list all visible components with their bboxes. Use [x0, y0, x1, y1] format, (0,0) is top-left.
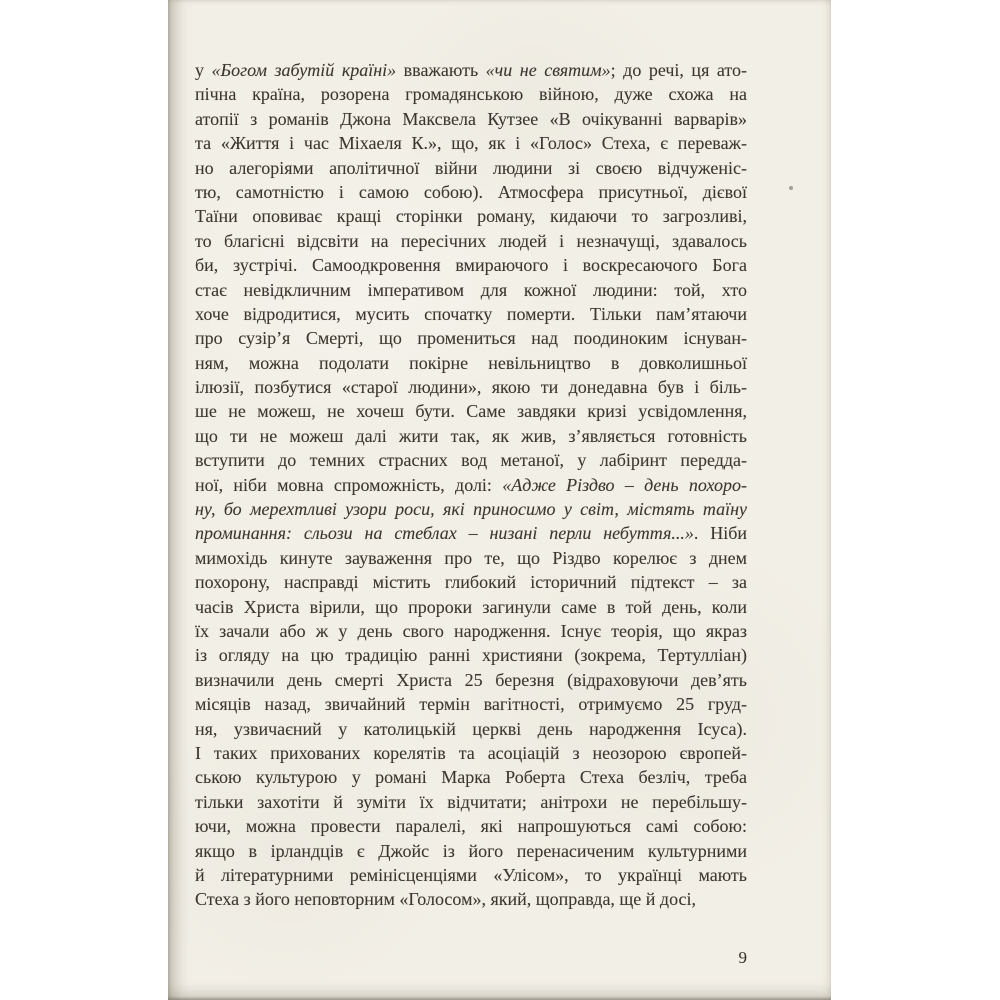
text-line	[195, 765, 747, 789]
text-segment: тю, самотністю і самою собою). Атмосфера присутньої, дієвої	[195, 181, 747, 202]
text-segment: вступити до темних страсних вод метаної, у лабіринт передда-	[195, 450, 747, 471]
text-segment: мимохідь кинуте зауваження про те, що Різдво корелює з днем	[195, 547, 747, 568]
text-segment: пічна країна, розорена громадянською війною, дуже схожа на	[195, 84, 747, 105]
text-segment: та «Життя і час Міхаеля К.», що, як і «Голос» Стеха, є переваж-	[195, 133, 747, 154]
text-line	[195, 204, 747, 228]
text-segment: ; до речі, ця ато-	[610, 60, 748, 80]
text-line	[195, 278, 747, 302]
page-number: 9	[738, 948, 747, 967]
text-line	[195, 375, 747, 399]
text-line	[195, 156, 747, 180]
paper-speck	[789, 186, 793, 190]
text-segment: й літературними ремінісценціями «Улісом», то українці мають	[195, 864, 747, 885]
text-line	[195, 814, 747, 838]
text-segment: но алегоріями аполітичної війни людини зі своєю відчуженіс-	[195, 157, 747, 178]
text-line	[195, 473, 747, 497]
text-segment: у	[195, 60, 212, 80]
text-segment: Стеха з його неповторним «Голосом», який, щоправда, ще й досі,	[195, 889, 697, 910]
text-segment: стає невідкличним імперативом для кожної людини: той, хто	[195, 279, 747, 300]
text-segment: визначили день смерті Христа 25 березня (відраховуючи дев’ять	[195, 669, 747, 690]
text-segment: ською культурою у романі Марка Роберта Стеха безліч, треба	[195, 767, 747, 788]
text-segment: хоче відродитися, мусить спочатку померти. Тільки пам’ятаючи	[195, 303, 747, 324]
text-segment: І таких прихованих корелятів та асоціацій з неозорою європей-	[195, 742, 747, 763]
text-line	[195, 692, 747, 716]
text-line	[195, 424, 747, 448]
text-line	[195, 351, 747, 375]
text-line	[195, 229, 747, 253]
text-line	[195, 570, 747, 594]
text-segment: ням, можна подолати покірне невільництво в довколишньої	[195, 352, 747, 373]
text-segment: якщо в ірландців є Джойс із його перенасиченим культурними	[195, 840, 747, 861]
text-line	[195, 643, 747, 667]
text-line	[195, 717, 747, 741]
text-segment: похорону, насправді містить глибокий історичний підтекст – за	[195, 572, 747, 593]
italic-text-segment: «Богом забутій країні»	[211, 60, 397, 80]
text-segment: ілюзії, позбутися «старої людини», якою ти донедавна був і біль-	[195, 377, 747, 398]
italic-text-segment: ну, бо мерехтливі узори роси, які приносимо у світ, містять таїну	[195, 499, 747, 520]
text-line	[195, 521, 747, 545]
text-line	[195, 790, 747, 814]
text-line	[195, 253, 747, 277]
text-line	[195, 619, 747, 643]
text-line	[195, 82, 747, 106]
text-segment: . Ніби	[693, 523, 747, 544]
text-segment: ної, ніби мовна спроможність, долі:	[195, 474, 503, 495]
text-segment: часів Христа вірили, що пророки загинули саме в той день, коли	[195, 596, 747, 617]
text-line	[195, 497, 747, 521]
text-line	[195, 302, 747, 326]
text-line	[195, 326, 747, 350]
text-line	[195, 107, 747, 131]
italic-text-segment: «чи не святим»	[485, 60, 611, 80]
text-segment: із огляду на цю традицію ранні християни (зокрема, Тертулліан)	[195, 645, 747, 666]
text-line	[195, 741, 747, 765]
text-segment: ючи, можна провести паралелі, які напрошуються самі собою:	[195, 816, 747, 837]
text-segment: тільки захотіти й зуміти їх відчитати; анітрохи не перебільшу-	[195, 791, 747, 812]
text-line	[195, 668, 747, 692]
text-segment: ня, узвичаєний у католицькій церкві день народження Ісуса).	[195, 718, 747, 739]
text-segment: ше не можеш, не хочеш бути. Саме завдяки кризі усвідомлення,	[195, 401, 747, 422]
text-line	[195, 546, 747, 570]
text-segment: би, зустрічі. Самоодкровення вмираючого і воскресаючого Бога	[195, 255, 747, 276]
text-line	[195, 595, 747, 619]
italic-text-segment: проминання: сльози на стеблах – низані перли небуття...»	[195, 523, 694, 544]
text-line	[195, 863, 747, 887]
text-block	[195, 58, 747, 912]
text-segment: що ти не можеш далі жити так, як жив, з’являється готовність	[195, 425, 747, 446]
text-line	[195, 58, 747, 82]
italic-text-segment: «Адже Різдво – день похоро-	[502, 474, 747, 495]
text-segment: вважають	[396, 60, 486, 80]
text-line	[195, 887, 747, 911]
text-line	[195, 180, 747, 204]
text-line	[195, 839, 747, 863]
text-line	[195, 399, 747, 423]
text-line	[195, 448, 747, 472]
text-segment: то благісні відсвіти на пересічних людей і незначущі, здавалось	[195, 230, 747, 251]
text-segment: місяців назад, звичайний термін вагітності, отримуємо 25 груд-	[195, 694, 747, 715]
text-segment: про сузір’я Смерті, що промениться над поодиноким існуван-	[195, 328, 747, 349]
text-segment: їх зачали або ж у день свого народження. Існує теорія, що якраз	[195, 620, 747, 641]
book-page	[168, 0, 831, 1000]
text-segment: атопії з романів Джона Максвела Кутзее «В очікуванні варварів»	[195, 108, 747, 129]
text-line	[195, 131, 747, 155]
text-segment: Таїни оповиває кращі сторінки роману, кидаючи то загрозливі,	[195, 206, 747, 227]
